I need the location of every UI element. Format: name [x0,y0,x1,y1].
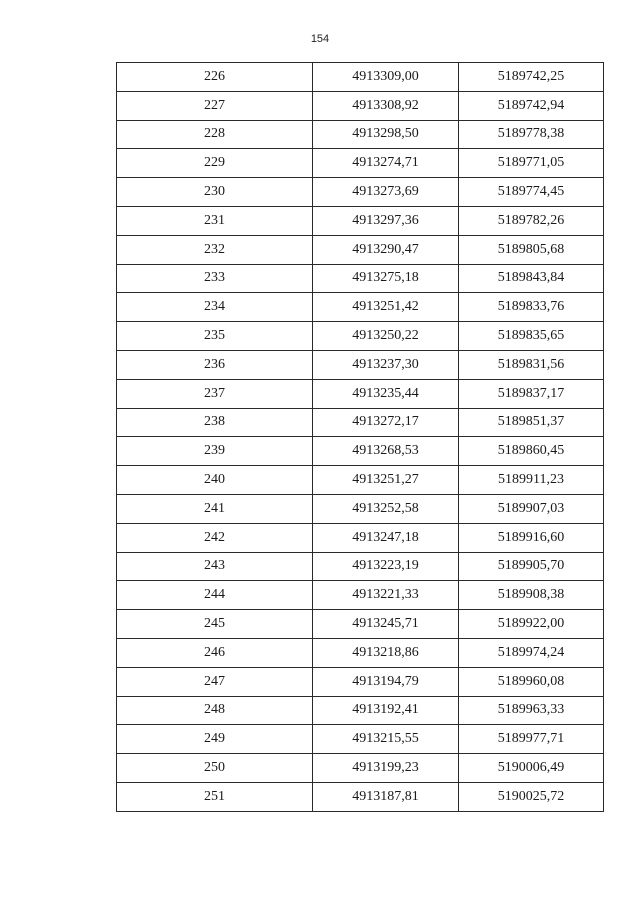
y-coordinate-cell: 5189907,03 [459,494,604,523]
y-coordinate-cell: 5189843,84 [459,264,604,293]
table-row [117,696,604,725]
x-coordinate-cell: 4913245,71 [313,610,459,639]
table-row [117,235,604,264]
y-coordinate-cell: 5189742,25 [459,63,604,92]
table-row [117,379,604,408]
coordinates-table [116,62,604,812]
x-coordinate-cell: 4913221,33 [313,581,459,610]
point-number-cell: 227 [117,91,313,120]
y-coordinate-cell: 5189860,45 [459,437,604,466]
y-coordinate-cell: 5189835,65 [459,322,604,351]
point-number-cell: 236 [117,350,313,379]
point-number-cell: 237 [117,379,313,408]
x-coordinate-cell: 4913199,23 [313,754,459,783]
table-row [117,725,604,754]
point-number-cell: 231 [117,206,313,235]
table-row [117,667,604,696]
table-row [117,782,604,811]
table-row [117,552,604,581]
table-row [117,494,604,523]
x-coordinate-cell: 4913218,86 [313,638,459,667]
point-number-cell: 240 [117,466,313,495]
table-row [117,178,604,207]
table-row [117,523,604,552]
y-coordinate-cell: 5189805,68 [459,235,604,264]
x-coordinate-cell: 4913298,50 [313,120,459,149]
x-coordinate-cell: 4913192,41 [313,696,459,725]
x-coordinate-cell: 4913290,47 [313,235,459,264]
y-coordinate-cell: 5189837,17 [459,379,604,408]
x-coordinate-cell: 4913252,58 [313,494,459,523]
table-row [117,91,604,120]
y-coordinate-cell: 5189977,71 [459,725,604,754]
table-row [117,610,604,639]
point-number-cell: 251 [117,782,313,811]
y-coordinate-cell: 5189742,94 [459,91,604,120]
point-number-cell: 245 [117,610,313,639]
x-coordinate-cell: 4913297,36 [313,206,459,235]
point-number-cell: 230 [117,178,313,207]
x-coordinate-cell: 4913309,00 [313,63,459,92]
y-coordinate-cell: 5189771,05 [459,149,604,178]
y-coordinate-cell: 5189782,26 [459,206,604,235]
y-coordinate-cell: 5189774,45 [459,178,604,207]
point-number-cell: 234 [117,293,313,322]
y-coordinate-cell: 5189960,08 [459,667,604,696]
y-coordinate-cell: 5190025,72 [459,782,604,811]
point-number-cell: 246 [117,638,313,667]
x-coordinate-cell: 4913247,18 [313,523,459,552]
x-coordinate-cell: 4913272,17 [313,408,459,437]
y-coordinate-cell: 5189831,56 [459,350,604,379]
x-coordinate-cell: 4913215,55 [313,725,459,754]
point-number-cell: 242 [117,523,313,552]
table-row [117,466,604,495]
y-coordinate-cell: 5189963,33 [459,696,604,725]
x-coordinate-cell: 4913235,44 [313,379,459,408]
point-number-cell: 228 [117,120,313,149]
y-coordinate-cell: 5189778,38 [459,120,604,149]
table-row [117,408,604,437]
table-row [117,638,604,667]
point-number-cell: 243 [117,552,313,581]
x-coordinate-cell: 4913194,79 [313,667,459,696]
y-coordinate-cell: 5189905,70 [459,552,604,581]
y-coordinate-cell: 5189922,00 [459,610,604,639]
x-coordinate-cell: 4913275,18 [313,264,459,293]
point-number-cell: 247 [117,667,313,696]
page-number: 154 [310,33,330,45]
table-row [117,322,604,351]
point-number-cell: 244 [117,581,313,610]
x-coordinate-cell: 4913251,42 [313,293,459,322]
x-coordinate-cell: 4913187,81 [313,782,459,811]
x-coordinate-cell: 4913268,53 [313,437,459,466]
table-row [117,206,604,235]
table-row [117,120,604,149]
point-number-cell: 232 [117,235,313,264]
point-number-cell: 249 [117,725,313,754]
x-coordinate-cell: 4913308,92 [313,91,459,120]
y-coordinate-cell: 5189908,38 [459,581,604,610]
y-coordinate-cell: 5189911,23 [459,466,604,495]
table-row [117,264,604,293]
table-row [117,63,604,92]
point-number-cell: 239 [117,437,313,466]
x-coordinate-cell: 4913251,27 [313,466,459,495]
table-row [117,754,604,783]
y-coordinate-cell: 5189974,24 [459,638,604,667]
point-number-cell: 248 [117,696,313,725]
point-number-cell: 233 [117,264,313,293]
x-coordinate-cell: 4913237,30 [313,350,459,379]
x-coordinate-cell: 4913223,19 [313,552,459,581]
table-row [117,350,604,379]
coordinates-table-body [117,63,604,812]
y-coordinate-cell: 5190006,49 [459,754,604,783]
y-coordinate-cell: 5189851,37 [459,408,604,437]
point-number-cell: 229 [117,149,313,178]
point-number-cell: 238 [117,408,313,437]
x-coordinate-cell: 4913274,71 [313,149,459,178]
point-number-cell: 235 [117,322,313,351]
table-row [117,293,604,322]
table-row [117,581,604,610]
point-number-cell: 226 [117,63,313,92]
table-row [117,437,604,466]
x-coordinate-cell: 4913273,69 [313,178,459,207]
table-row [117,149,604,178]
point-number-cell: 250 [117,754,313,783]
x-coordinate-cell: 4913250,22 [313,322,459,351]
y-coordinate-cell: 5189833,76 [459,293,604,322]
y-coordinate-cell: 5189916,60 [459,523,604,552]
point-number-cell: 241 [117,494,313,523]
